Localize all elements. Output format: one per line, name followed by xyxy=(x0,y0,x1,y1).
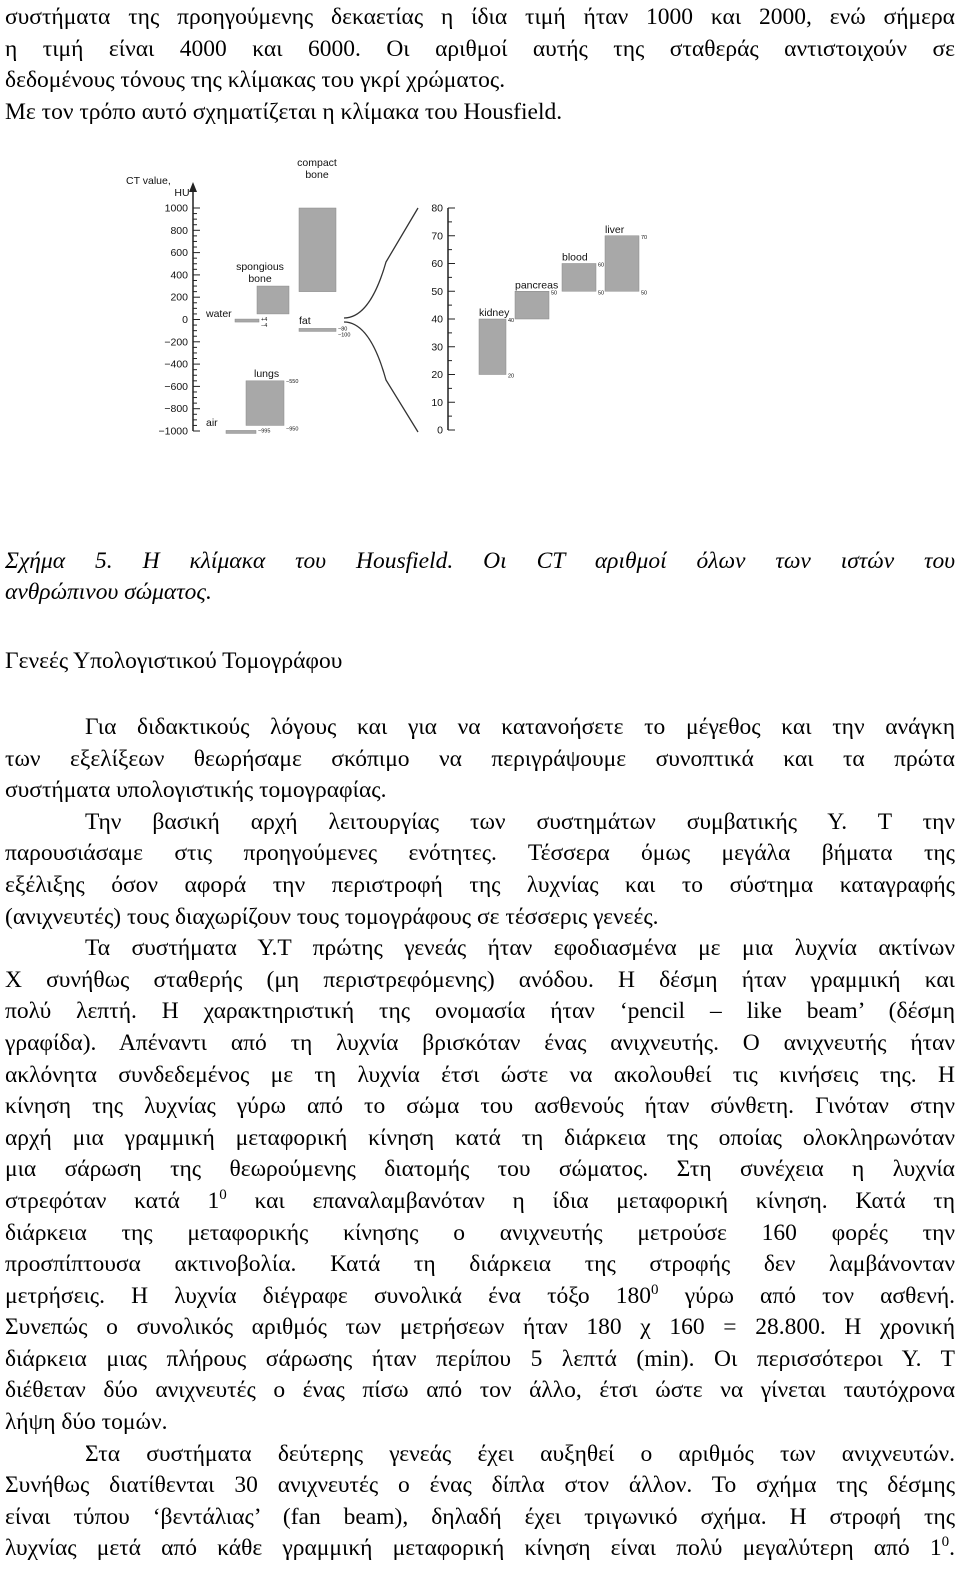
tissue-bar xyxy=(605,236,639,292)
tissue-bar xyxy=(515,291,549,319)
tissue-label: air xyxy=(206,417,218,429)
value-note: −995 xyxy=(258,428,271,435)
tick-label: −600 xyxy=(164,380,188,393)
body-paragraphs xyxy=(5,712,955,1565)
superscript-degree: 0 xyxy=(941,1534,950,1551)
value-note: −950 xyxy=(286,426,299,433)
text-line xyxy=(5,1281,955,1313)
axis-title: CT value, xyxy=(126,175,171,187)
text-line: παρουσιάσαμε στις προηγούμενες ενότητες. Τέσσερα όμως μεγάλα βήματα της xyxy=(5,840,955,867)
text-segment: μετρήσεις. Η λυχνία διέγραφε συνολικά ένα τόξο 180 xyxy=(5,1282,652,1309)
text-line: συστήματα υπολογιστικής τομογραφίας. xyxy=(5,777,387,804)
tissue-bar xyxy=(235,319,259,322)
tissue-label: pancreas xyxy=(515,279,559,292)
tick-label: 200 xyxy=(170,291,188,304)
bracket-lower xyxy=(344,322,418,432)
superscript-degree: 0 xyxy=(219,1187,227,1204)
tick-label: 40 xyxy=(431,313,443,326)
tissue-label: bone xyxy=(248,273,272,285)
text-line: διέθεταν δύο ανιχνευτές ο ένας πίσω από τον άλλο, έτσι ώστε να γίνεται ταυτόχρονα xyxy=(5,1377,955,1404)
text-line: Για διδακτικούς λόγους και για να κατανοήσετε το μέγεθος και την ανάγκη xyxy=(85,714,955,740)
value-note: −4 xyxy=(261,323,268,330)
tissue-label: water xyxy=(206,308,232,320)
text-line: δεδομένους τόνους της κλίμακας του γκρί χρώματος. xyxy=(5,67,506,94)
tissue-label: fat xyxy=(299,315,311,327)
tick-label: 600 xyxy=(170,247,188,260)
text-line: διάρκεια μιας πλήρους σάρωσης ήταν περίπου 5 λεπτά (min). Οι περισσότεροι Υ. Τ xyxy=(5,1345,955,1372)
text-line: Συνήθως διατίθενται 30 ανιχνευτές ο ένας δίπλα στον άλλον. Το σχήμα της δέσμης xyxy=(5,1472,955,1499)
tick-label: 70 xyxy=(431,230,443,243)
text-segment: γύρω από τον ασθενή. xyxy=(658,1282,955,1309)
tick-label: 400 xyxy=(170,269,188,282)
text-line: μια σάρωση της θεωρούμενης διατομής του σώματος. Στη συνέχεια η λυχνία xyxy=(5,1156,955,1183)
text-segment: λυχνίας μετά από κάθε γραμμική μεταφορική κίνηση είναι πολύ μεγαλύτερη από 1 xyxy=(5,1535,942,1562)
section-heading: Γενεές Υπολογιστικού Τομογράφου xyxy=(5,648,343,674)
tick-label: 10 xyxy=(431,396,443,409)
value-note: 70 xyxy=(641,234,648,241)
text-line: (ανιχνευτές) τους διαχωρίζουν τους τομογράφους σε τέσσερις γενεές. xyxy=(5,903,659,930)
tissue-bar xyxy=(226,430,256,433)
tick-label: 0 xyxy=(437,424,443,437)
tick-label: 20 xyxy=(431,369,443,381)
figure-caption xyxy=(5,546,955,608)
text-segment: και επαναλαμβανόταν η ίδια μεταφορική κίνηση. Κατά τη xyxy=(226,1187,955,1214)
text-segment: . xyxy=(949,1535,955,1562)
tissue-label: compact xyxy=(297,157,337,169)
text-line: προσπίπτουσα ακτινοβολία. Κατά τη διάρκεια της στροφής δεν λαμβάνονταν xyxy=(5,1251,955,1278)
value-note: 50 xyxy=(551,290,558,297)
text-line: Στα συστήματα δεύτερης γενεάς έχει αυξηθεί ο αριθμός των ανιχνευτών. xyxy=(85,1440,955,1467)
text-line xyxy=(5,1186,955,1218)
text-line: γραφίδα). Απέναντι από τη λυχνία βρισκόταν ένας ανιχνευτής. Ο ανιχνευτής ήταν xyxy=(5,1029,955,1056)
text-segment: στρεφόταν κατά 1 xyxy=(5,1187,220,1214)
text-line: πολύ λεπτή. Η χαρακτηριστική της ονομασία ήταν ‘pencil – like beam’ (δέσμη xyxy=(5,998,955,1025)
tissue-label: blood xyxy=(562,251,588,264)
tissue-bar xyxy=(299,328,336,331)
intro-paragraph xyxy=(5,2,955,128)
housfield-scale-figure xyxy=(118,150,658,450)
text-line xyxy=(5,1533,955,1565)
tissue-bar xyxy=(299,208,336,292)
text-line: Την βασική αρχή λειτουργίας των συστημάτων συμβατικής Υ. Τ την xyxy=(85,808,955,835)
axis-title: HU xyxy=(174,187,190,199)
value-note: 50 xyxy=(641,290,648,297)
text-line: αρχή μια γραμμική μεταφορική κίνηση κατά τη διάρκεια της οποίας ολοκληρωνόταν xyxy=(5,1124,955,1151)
text-line: κίνηση της λυχνίας γύρω από το σώμα του ασθενούς ήταν σύνθετη. Γινόταν στην xyxy=(5,1093,955,1120)
left-axis-arrow xyxy=(189,182,197,192)
tick-label: −1000 xyxy=(158,425,188,438)
tissue-bar xyxy=(479,319,506,375)
text-line: των εξελίξεων θεωρήσαμε σκόπιμο να περιγράψουμε συνοπτικά και τα πρώτα xyxy=(5,745,955,772)
value-note: −100 xyxy=(338,332,351,339)
tick-label: −800 xyxy=(164,403,188,416)
superscript-degree: 0 xyxy=(651,1281,659,1298)
tissue-bar xyxy=(257,286,289,314)
tick-label: 60 xyxy=(431,258,443,270)
text-line: λήψη δύο τομών. xyxy=(5,1409,168,1436)
text-line: Συνεπώς ο συνολικός αριθμός των μετρήσεων ήταν 180 χ 160 = 28.800. Η χρονική xyxy=(5,1314,955,1341)
tissue-label: liver xyxy=(605,223,625,236)
text-line: Τα συστήματα Υ.Τ πρώτης γενεάς ήταν εφοδιασμένα με μια λυχνία ακτίνων xyxy=(85,935,955,962)
bracket-upper xyxy=(344,208,418,318)
value-note: 20 xyxy=(508,373,515,380)
text-line: Με τον τρόπο αυτό σχηματίζεται η κλίμακα του Housfield. xyxy=(5,98,563,125)
tick-label: 80 xyxy=(431,202,443,215)
value-note: 60 xyxy=(598,262,605,269)
tick-label: 50 xyxy=(431,285,443,298)
tick-label: 1000 xyxy=(164,202,188,215)
caption-line: Σχήμα 5. Η κλίμακα του Housfield. Οι CT αριθμοί όλων των ιστών του xyxy=(5,548,955,574)
tick-label: −400 xyxy=(164,358,188,371)
tick-label: −200 xyxy=(164,336,188,349)
value-note: −80 xyxy=(338,326,348,333)
value-note: +4 xyxy=(261,317,268,324)
text-line: συστήματα της προηγούμενης δεκαετίας η ίδια τιμή ήταν 1000 και 2000, ενώ σήμερα xyxy=(5,4,955,30)
value-note: 50 xyxy=(598,290,605,297)
tissue-label: bone xyxy=(305,169,329,181)
text-line: είναι τύπου ‘βεντάλιας’ (fan beam), δηλαδή έχει τριγωνικό σχήμα. Η στροφή της xyxy=(5,1503,955,1530)
tick-label: 30 xyxy=(431,341,443,354)
text-line: ακλόνητα συνδεδεμένος με τη λυχνία έτσι ώστε να ακολουθεί τις κινήσεις της. Η xyxy=(5,1061,955,1088)
caption-line: ανθρώπινου σώματος. xyxy=(5,579,212,605)
text-line: εξέλιξης όσον αφορά την περιστροφή της λυχνίας και το σύστημα καταγραφής xyxy=(5,871,955,898)
tissue-label: lungs xyxy=(254,368,280,380)
tick-label: 0 xyxy=(182,314,188,326)
tissue-label: kidney xyxy=(479,307,510,319)
tick-label: 800 xyxy=(170,224,188,237)
value-note: −550 xyxy=(286,378,299,385)
tissue-bar xyxy=(562,264,596,292)
text-line: διάρκεια της μεταφορικής κίνησης ο ανιχνευτής μετρούσε 160 φορές την xyxy=(5,1219,955,1246)
text-line: η τιμή είναι 4000 και 6000. Οι αριθμοί αυτής της σταθεράς αντιστοιχούν σε xyxy=(5,35,955,62)
text-line: Χ συνήθως σταθερής (μη περιστρεφόμενης) ανόδου. Η δέσμη ήταν γραμμική και xyxy=(5,966,955,993)
value-note: 40 xyxy=(508,318,515,324)
tissue-label: spongious xyxy=(236,261,284,273)
tissue-bar xyxy=(246,381,284,426)
